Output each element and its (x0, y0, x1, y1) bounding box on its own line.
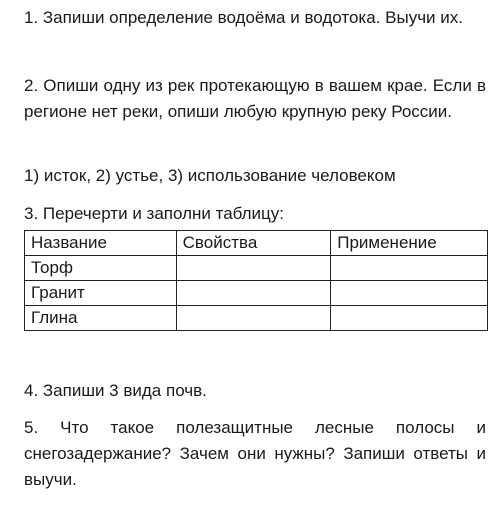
task-2-points: 1) исток, 2) устье, 3) использование человеком (24, 166, 396, 185)
task-1-text: 1. Запиши определение водоёма и водотока. Выучи их. (24, 8, 463, 27)
task-2-text: 2. Опиши одну из рек протекающую в вашем крае. Если в регионе нет реки, опиши любую крупную реку России. (24, 76, 486, 121)
task-3-text: 3. Перечерти и заполни таблицу: (24, 204, 284, 223)
header-usage: Применение (331, 231, 488, 256)
cell-properties (176, 256, 331, 281)
task-5-text: 5. Что такое полезащитные лесные полосы и снегозадержание? Зачем они нужны? Запиши ответы и выучи. (24, 418, 486, 489)
header-name: Название (25, 231, 177, 256)
cell-properties (176, 306, 331, 331)
cell-usage (331, 306, 488, 331)
header-properties: Свойства (176, 231, 331, 256)
task-4-text: 4. Запиши 3 вида почв. (24, 381, 207, 400)
cell-name: Торф (25, 256, 177, 281)
cell-usage (331, 281, 488, 306)
cell-name: Гранит (25, 281, 177, 306)
cell-properties (176, 281, 331, 306)
cell-usage (331, 256, 488, 281)
table-row (25, 306, 488, 331)
materials-table (24, 230, 488, 331)
table-header-row (25, 231, 488, 256)
cell-name: Глина (25, 306, 177, 331)
table-row (25, 256, 488, 281)
table-row (25, 281, 488, 306)
